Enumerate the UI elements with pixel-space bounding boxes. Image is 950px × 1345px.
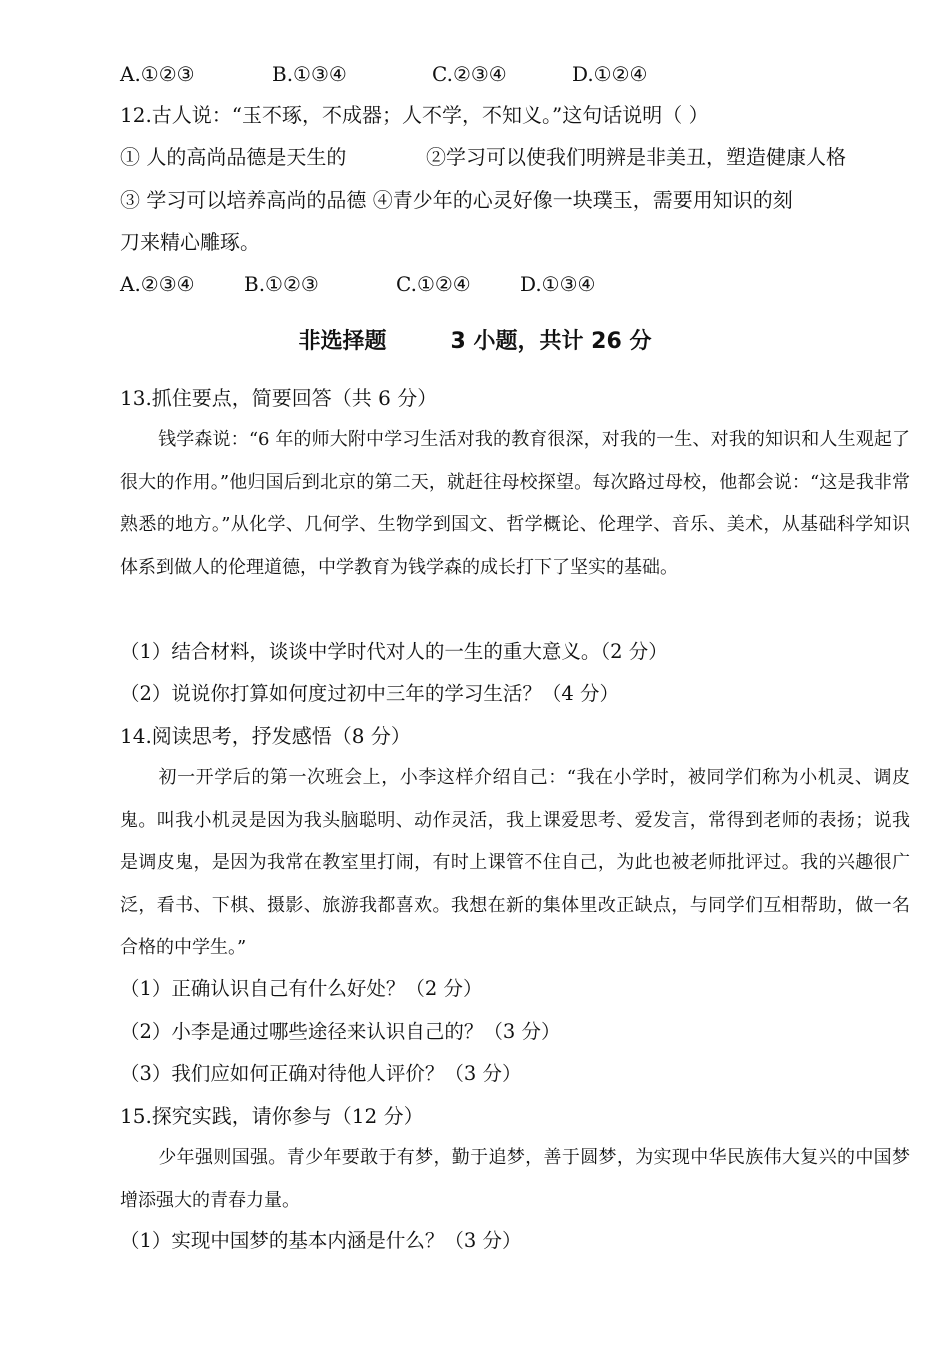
- q13-material-text: 钱学森说：“6 年的师大附中学习生活对我的教育很深，对我的一生、对我的知识和人生观起了很大的作用。”他归国后到北京的第二天，就赶往母校探望。每次路过母校，他都会说：“这是我非常熟悉的地方。”从化学、几何学、生物学到国文、哲学概论、伦理学、音乐、美术，从基础科学知识体系到做人的伦理道德，中学教育为钱学森的成长打下了坚实的基础。: [120, 429, 910, 578]
- q12-items-line2: ③ 学习可以培养高尚的品德 ④青少年的心灵好像一块璞玉，需要用知识的刻: [120, 188, 793, 212]
- q12-option-b: B.①②③: [244, 272, 319, 296]
- q11-option-d: D.①②④: [572, 62, 648, 86]
- q11-option-a: A.①②③: [120, 62, 195, 86]
- q14-sub2: （2）小李是通过哪些途径来认识自己的？（3 分）: [120, 1020, 561, 1043]
- q12-stem: 12.古人说：“玉不琢，不成器；人不学，不知义。”这句话说明（ ）: [120, 103, 709, 127]
- q12-options: [120, 270, 595, 298]
- q11-option-b: B.①③④: [272, 62, 347, 86]
- q14-sub1: （1）正确认识自己有什么好处？（2 分）: [120, 977, 483, 1000]
- q12-option-a: A.②③④: [120, 272, 195, 296]
- q11-options: [120, 60, 647, 88]
- q12-items-line3: 刀来精心雕琢。: [120, 230, 260, 254]
- q12-item-2: ②学习可以使我们明辨是非美丑，塑造健康人格: [426, 145, 846, 169]
- q14-material-text: 初一开学后的第一次班会上，小李这样介绍自己：“我在小学时，被同学们称为小机灵、调皮鬼。叫我小机灵是因为我头脑聪明、动作灵活，我上课爱思考、爱发言，常得到老师的表扬；说我是调皮鬼，是因为我常在教室里打闹，有时上课管不住自己，为此也被老师批评过。我的兴趣很广泛，看书、下棋、摄影、旅游我都喜欢。我想在新的集体里改正缺点，与同学们互相帮助，做一名合格的中学生。”: [120, 767, 910, 958]
- q12-items-line1: [120, 143, 846, 171]
- section-title-right: 3 小题，共计 26 分: [450, 329, 652, 354]
- q13-material: [120, 419, 910, 589]
- q15-material-text: 少年强则国强。青少年要敢于有梦，勤于追梦，善于圆梦，为实现中华民族伟大复兴的中国梦增添强大的青春力量。: [120, 1147, 910, 1211]
- q14-heading: 14.阅读思考，抒发感悟（8 分）: [120, 724, 411, 748]
- q13-sub1: （1）结合材料，谈谈中学时代对人的一生的重大意义。（2 分）: [120, 640, 668, 663]
- q12-item-1: ① 人的高尚品德是天生的: [120, 145, 347, 169]
- q14-material: [120, 757, 910, 970]
- q14-sub3: （3）我们应如何正确对待他人评价？（3 分）: [120, 1062, 522, 1085]
- section-title-left: 非选择题: [298, 329, 387, 354]
- section-title: [0, 324, 950, 355]
- q13-sub2: （2）说说你打算如何度过初中三年的学习生活？（4 分）: [120, 682, 620, 705]
- q15-material: [120, 1137, 910, 1222]
- q12-option-c: C.①②④: [396, 272, 471, 296]
- q12-option-d: D.①③④: [520, 272, 596, 296]
- q15-sub1: （1）实现中国梦的基本内涵是什么？（3 分）: [120, 1229, 522, 1252]
- q11-option-c: C.②③④: [432, 62, 507, 86]
- q15-heading: 15.探究实践，请你参与（12 分）: [120, 1104, 424, 1128]
- q13-heading: 13.抓住要点，简要回答（共 6 分）: [120, 386, 438, 410]
